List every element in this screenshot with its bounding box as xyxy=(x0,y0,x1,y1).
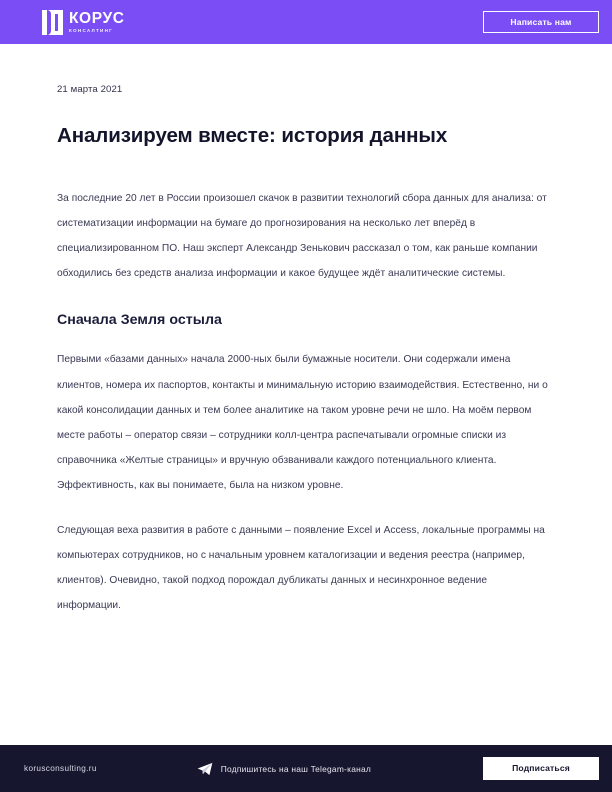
subscribe-button[interactable]: Подписаться xyxy=(483,757,599,780)
article-lead-paragraph: За последние 20 лет в России произошел скачок в развитии технологий сбора данных для анализа: от систематизации информации на бумаге до прогнозирования на несколько лет вперёд в специализированном ПО. Наш эксперт Александр Зенькович рассказал о том, как раньше компании обходились без средств анализа информации и какое будущее ждёт аналитические системы. xyxy=(57,192,547,280)
footer-telegram-text: Подпишитесь на наш Telegam-канал xyxy=(220,763,372,774)
site-header xyxy=(0,0,612,44)
logo-title: КОРУС xyxy=(69,9,125,27)
footer-site-url[interactable]: korusconsulting.ru xyxy=(24,764,97,773)
korus-bracket-logo-icon xyxy=(42,10,63,35)
article-paragraph: Следующая веха развития в работе с данными – появление Excel и Access, локальные программы на компьютерах сотрудников, но с начальным уровнем каталогизации и ведения реестра (например, клиентов). Очевидно, такой подход порождал дубликаты данных и несинхронное ведение информации. xyxy=(57,524,545,612)
telegram-paper-plane-icon xyxy=(197,762,213,776)
logo-subtitle: КОНСАЛТИНГ xyxy=(69,27,114,33)
article-paragraph: Первыми «базами данных» начала 2000-ных были бумажные носители. Они содержали имена клиентов, номера их паспортов, контакты и минимальную историю взаимодействия. Естественно, ни о какой консолидации данных и тем более аналитике на таком уровне речи не шло. На моём первом месте работы – оператор связи – сотрудники колл-центра распечатывали огромные списки из справочника «Желтые страницы» и вручную обзванивали каждого потенциального клиента. Эффективность, как вы понимаете, была на низком уровне. xyxy=(57,354,548,492)
brand-logo[interactable] xyxy=(42,10,125,35)
site-footer xyxy=(0,745,612,792)
footer-telegram-promo xyxy=(97,762,471,776)
page-title: Анализируем вместе: история данных xyxy=(57,124,448,147)
section-heading: Сначала Земля остыла xyxy=(57,312,222,329)
publish-date: 21 марта 2021 xyxy=(57,84,123,95)
article-content xyxy=(0,44,612,745)
logo-wordmark xyxy=(69,11,125,34)
contact-us-button[interactable]: Написать нам xyxy=(483,11,599,33)
